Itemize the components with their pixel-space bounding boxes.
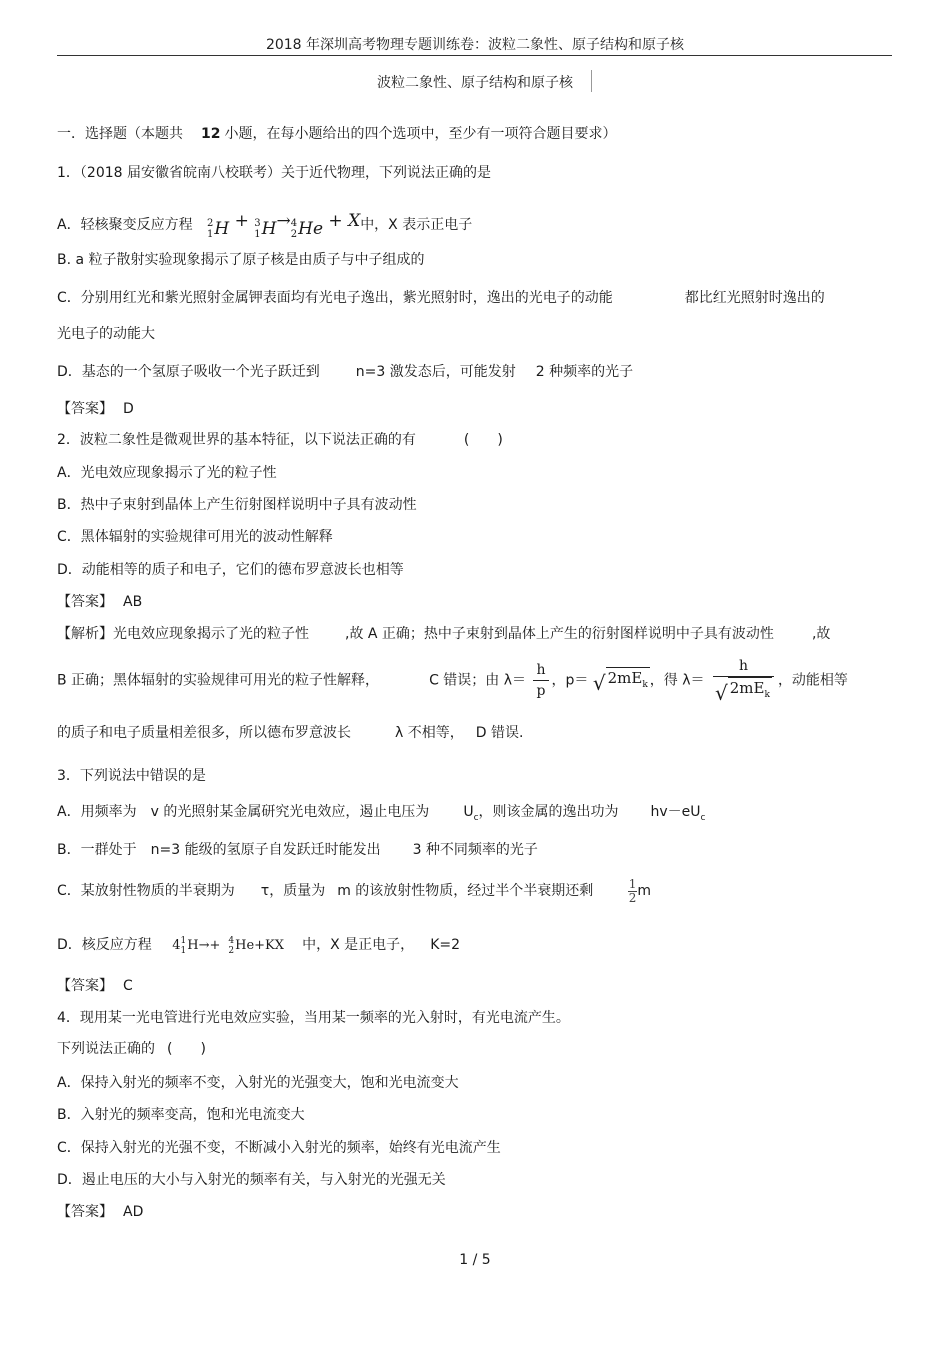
q2-analysis-line3: 的质子和电子质量相差很多，所以德布罗意波长 λ 不相等， D 错误. xyxy=(57,725,524,741)
nuclear-equation: 4 1 1 H→+ 4 2 He+KX xyxy=(172,935,284,956)
q1-option-c: C．分别用红光和紫光照射金属钾表面均有光电子逸出，紫光照射时，逸出的光电子的动能 都比红光照射时逸出的 xyxy=(57,290,825,306)
q2-analysis-line2: B 正确；黑体辐射的实验规律可用光的粒子性解释， C 错误；由 λ＝ $\frac{h}{p}$ ，p＝ √ $2mE_k$ ，得 λ＝ h √ $2mE_k$ ，动能相等 xyxy=(57,658,848,705)
q4-option-a: A．保持入射光的频率不变，入射光的光强变大，饱和光电流变大 xyxy=(57,1075,459,1091)
q3-answer: 【答案】 C xyxy=(57,978,133,994)
q2-option-b: B．热中子束射到晶体上产生衍射图样说明中子具有波动性 xyxy=(57,497,417,513)
page-number: 1 / 5 xyxy=(459,1252,491,1268)
title-cursor-bar xyxy=(591,70,592,92)
h-over-p-fraction: $\frac{h}{p}$ xyxy=(533,660,548,701)
q4-stem-cont: 下列说法正确的 ( ) xyxy=(57,1041,206,1057)
q4-stem: 4．现用某一光电管进行光电效应实验，当用某一频率的光入射时，有光电流产生。 xyxy=(57,1010,570,1026)
q3-option-c: C．某放射性物质的半衰期为 τ，质量为 m 的该放射性物质，经过半个半衰期还剩 $\frac{1}{2}$ m xyxy=(57,876,652,905)
sqrt-2mek: √ $2mE_k$ xyxy=(592,668,648,695)
q1-option-c-cont: 光电子的动能大 xyxy=(57,326,155,342)
q4-option-d: D．遏止电压的大小与入射光的频率有关，与入射光的光强无关 xyxy=(57,1172,446,1188)
one-half-fraction: $\frac{1}{2}$ xyxy=(628,876,637,905)
q1-answer: 【答案】 D xyxy=(57,401,134,417)
h-over-sqrt-fraction: h √ $2mE_k$ xyxy=(712,656,775,705)
fusion-equation: 2 1 H + 3 1 H → 4 2 He + X xyxy=(207,211,361,240)
q3-option-b: B．一群处于 n=3 能级的氢原子自发跃迁时能发出 3 种不同频率的光子 xyxy=(57,842,538,858)
q2-stem: 2．波粒二象性是微观世界的基本特征，以下说法正确的有 ( ) xyxy=(57,432,503,448)
q2-answer: 【答案】 AB xyxy=(57,594,143,610)
q1-option-a: A．轻核聚变反应方程 2 1 H + 3 1 H → 4 2 He + X中，X 表示正电子 xyxy=(57,205,472,237)
document-title: 波粒二象性、原子结构和原子核 xyxy=(377,75,573,91)
q1-option-d: D．基态的一个氢原子吸收一个光子跃迁到 n=3 激发态后，可能发射 2 种频率的光子 xyxy=(57,364,634,380)
q2-option-c: C．黑体辐射的实验规律可用光的波动性解释 xyxy=(57,529,333,545)
q2-option-d: D．动能相等的质子和电子，它们的德布罗意波长也相等 xyxy=(57,562,404,578)
header-rule xyxy=(57,55,892,56)
q3-option-d: D．核反应方程 4 1 1 H→+ 4 2 He+KX 中，X 是正电子， K=2 xyxy=(57,935,461,956)
q1-stem: 1．（2018 届安徽省皖南八校联考）关于近代物理，下列说法正确的是 xyxy=(57,165,491,181)
q3-stem: 3．下列说法中错误的是 xyxy=(57,768,206,784)
q4-answer: 【答案】 AD xyxy=(57,1204,144,1220)
q2-option-a: A．光电效应现象揭示了光的粒子性 xyxy=(57,465,277,481)
q2-analysis-line1: 【解析】光电效应现象揭示了光的粒子性 ,故 A 正确；热中子束射到晶体上产生的衍射图样说明中子具有波动性 ,故 xyxy=(57,626,831,642)
q4-option-b: B．入射光的频率变高，饱和光电流变大 xyxy=(57,1107,305,1123)
running-header: 2018 年深圳高考物理专题训练卷：波粒二象性、原子结构和原子核 xyxy=(265,37,685,53)
q3-option-a: A．用频率为 v 的光照射某金属研究光电效应，遏止电压为 $U_c$，则该金属的逸出功为 $hv-eU_c$ xyxy=(57,804,706,823)
q4-option-c: C．保持入射光的光强不变，不断减小入射光的频率，始终有光电流产生 xyxy=(57,1140,501,1156)
q1-option-b: B. a 粒子散射实验现象揭示了原子核是由质子与中子组成的 xyxy=(57,252,425,268)
section-heading: 一．选择题（本题共 12 小题，在每小题给出的四个选项中，至少有一项符合题目要求） xyxy=(57,126,617,142)
